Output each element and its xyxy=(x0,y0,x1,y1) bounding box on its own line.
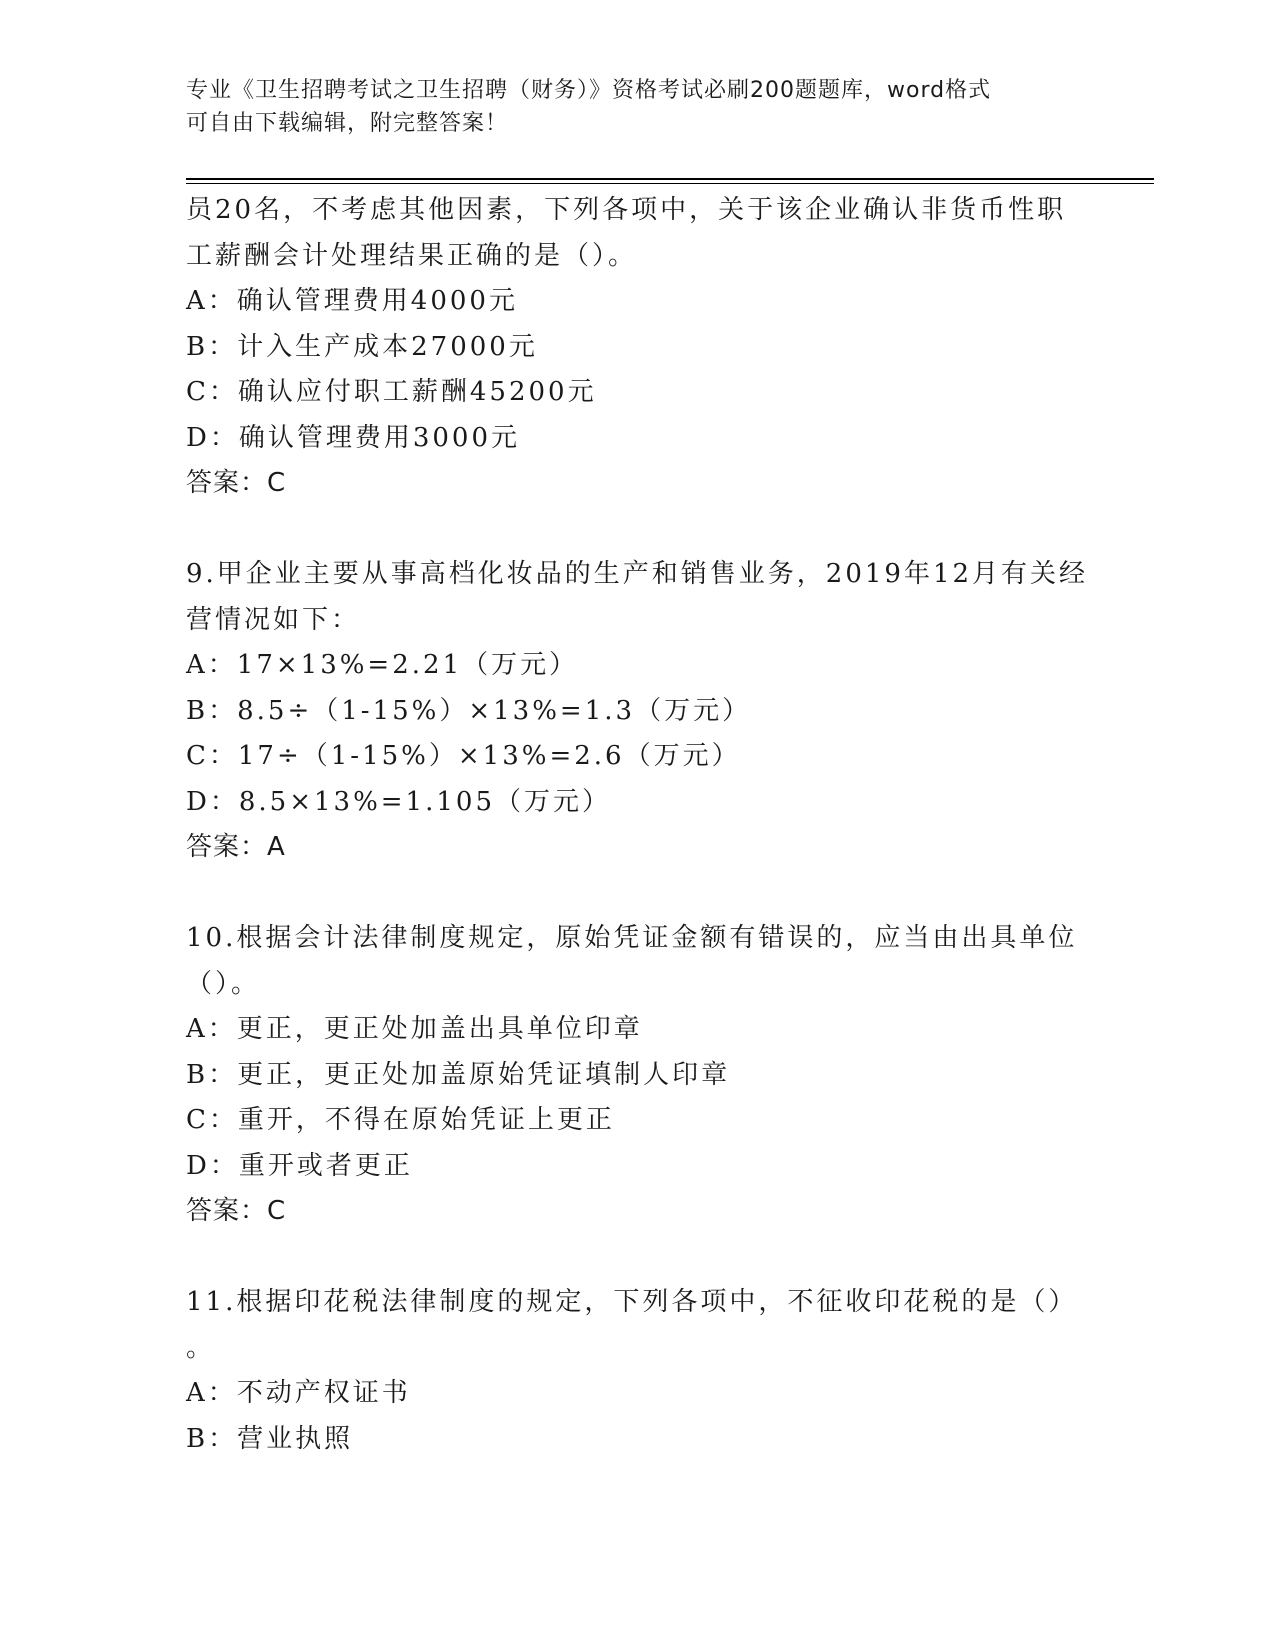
question-text: （）。 xyxy=(186,968,261,999)
answer: 答案：C xyxy=(186,1196,287,1226)
option-a: A：更正，更正处加盖出具单位印章 xyxy=(186,1014,643,1044)
answer: 答案：A xyxy=(186,832,286,862)
header-divider-thin xyxy=(186,183,1154,184)
document-header xyxy=(186,74,1086,140)
question-text: 营情况如下： xyxy=(186,604,361,635)
header-line-1: 专业《卫生招聘考试之卫生招聘（财务）》资格考试必刷200题题库，word格式 xyxy=(186,78,992,103)
question-list xyxy=(186,188,1089,1462)
question-text: 员20名，不考虑其他因素，下列各项中，关于该企业确认非货币性职 xyxy=(186,195,1067,225)
header-divider-thick xyxy=(186,178,1154,180)
question-text: 11.根据印花税法律制度的规定，下列各项中，不征收印花税的是（） xyxy=(186,1287,1078,1317)
option-b: B：更正，更正处加盖原始凭证填制人印章 xyxy=(186,1059,731,1090)
spacer xyxy=(186,507,1086,553)
option-b: B：计入生产成本27000元 xyxy=(186,331,538,362)
option-a: A：17×13%=2.21（万元） xyxy=(186,650,579,680)
question-text: 9.甲企业主要从事高档化妆品的生产和销售业务，2019年12月有关经 xyxy=(186,559,1089,589)
question-8 xyxy=(186,188,1086,507)
option-d: D：8.5×13%=1.105（万元） xyxy=(186,786,611,817)
question-10 xyxy=(186,916,1086,1235)
option-b: B：营业执照 xyxy=(186,1423,354,1454)
option-d: D：重开或者更正 xyxy=(186,1150,413,1181)
question-text: 工薪酬会计处理结果正确的是（）。 xyxy=(186,240,638,271)
option-b: B：8.5÷（1-15%）×13%=1.3（万元） xyxy=(186,695,752,726)
option-d: D：确认管理费用3000元 xyxy=(186,422,521,453)
header-line-2: 可自由下载编辑，附完整答案！ xyxy=(186,111,509,136)
option-c: C：17÷（1-15%）×13%=2.6（万元） xyxy=(186,741,741,771)
option-c: C：重开，不得在原始凭证上更正 xyxy=(186,1105,615,1135)
answer: 答案：C xyxy=(186,468,287,498)
spacer xyxy=(186,871,1086,917)
option-c: C：确认应付职工薪酬45200元 xyxy=(186,377,597,407)
question-text: 。 xyxy=(186,1332,216,1363)
question-text: 10.根据会计法律制度规定，原始凭证金额有错误的，应当由出具单位 xyxy=(186,923,1078,953)
question-9 xyxy=(186,552,1089,871)
option-a: A：不动产权证书 xyxy=(186,1378,411,1408)
question-11 xyxy=(186,1280,1086,1462)
spacer xyxy=(186,1235,1086,1281)
option-a: A：确认管理费用4000元 xyxy=(186,286,518,316)
